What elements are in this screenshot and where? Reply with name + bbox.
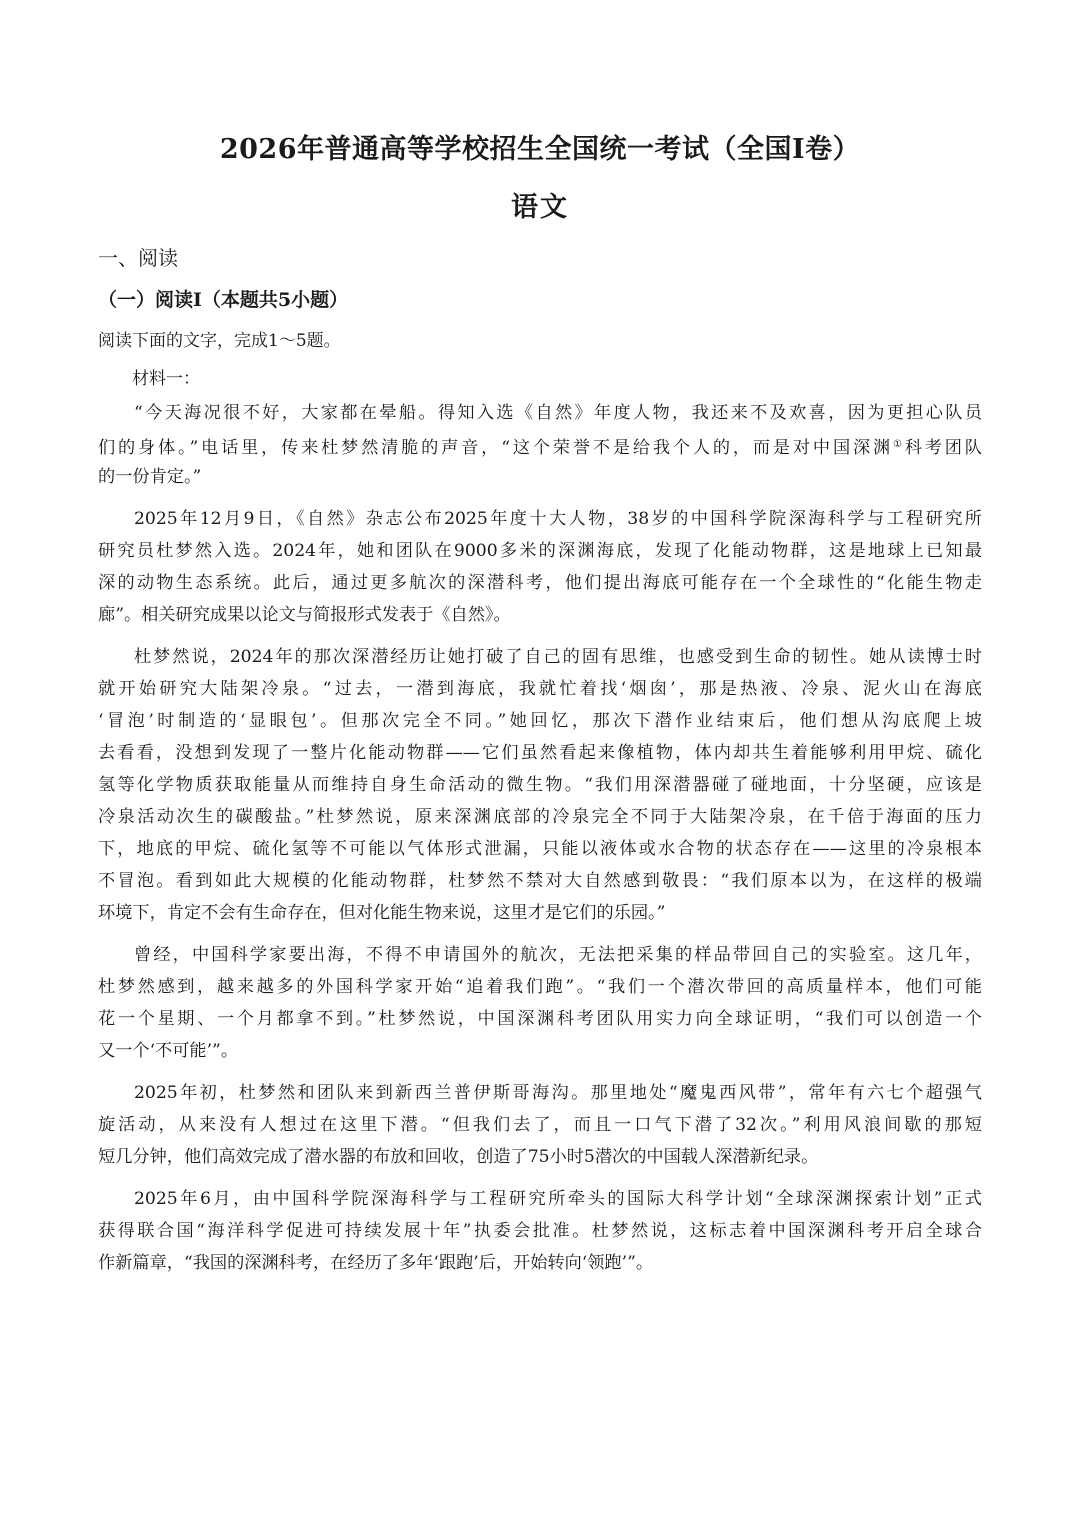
text-line: 不冒泡。看到如此大规模的化能动物群，杜梦然不禁对大自然感到敬畏：“我们原本以为，在这样的极端 — [98, 871, 982, 891]
text-line: 获得联合国“海洋科学促进可持续发展十年”执委会批准。杜梦然说，这标志着中国深渊科考开启全球合 — [98, 1221, 982, 1241]
text-line: 廊”。相关研究成果以论文与简报形式发表于《自然》。 — [98, 605, 511, 625]
paragraph-6 — [98, 1183, 982, 1279]
paragraph-1 — [98, 397, 982, 493]
text-line: 曾经，中国科学家要出海，不得不申请国外的航次，无法把采集的样品带回自己的实验室。这几年， — [134, 945, 982, 965]
text-line: 下，地底的甲烷、硫化氢等不可能以气体形式泄漏，只能以液体或水合物的状态存在——这里的冷泉根本 — [98, 839, 982, 859]
footnote-marker: ① — [892, 439, 905, 450]
text-line: ‘冒泡’时制造的‘显眼包’。但那次完全不同。”她回忆，那次下潜作业结束后，他们想从沟底爬上坡 — [98, 711, 982, 731]
text-segment: 科考团队 — [904, 438, 982, 458]
text-line: 作新篇章，“我国的深渊科考，在经历了多年‘跟跑’后，开始转向‘领跑’”。 — [98, 1253, 654, 1273]
text-line: 氢等化学物质获取能量从而维持自身生命活动的微生物。“我们用深潜器碰了碰地面，十分坚硬，应该是 — [98, 775, 982, 795]
text-line: 环境下，肯定不会有生命存在，但对化能生物来说，这里才是它们的乐园。” — [98, 903, 666, 923]
section-heading: 一、阅读 — [98, 246, 178, 270]
paragraph-4 — [98, 939, 982, 1067]
text-line: 深的动物生态系统。此后，通过更多航次的深潜科考，他们提出海底可能存在一个全球性的“化能生物走 — [98, 573, 982, 593]
text-line: 研究员杜梦然入选。2024年，她和团队在9000多米的深渊海底，发现了化能动物群，这是地球上已知最 — [98, 541, 982, 561]
text-line: 杜梦然说，2024年的那次深潜经历让她打破了自己的固有思维，也感受到生命的韧性。她从读博士时 — [134, 647, 982, 667]
text-segment: 们的身体。”电话里，传来杜梦然清脆的声音，“这个荣誉不是给我个人的，而是对中国深渊 — [98, 438, 893, 458]
text-line: 2025年初，杜梦然和团队来到新西兰普伊斯哥海沟。那里地处“魔鬼西风带”，常年有六七个超强气 — [134, 1083, 982, 1103]
text-line: 去看看，没想到发现了一整片化能动物群——它们虽然看起来像植物，体内却共生着能够利用甲烷、硫化 — [98, 743, 982, 763]
text-line: 花一个星期、一个月都拿不到。”杜梦然说，中国深渊科考团队用实力向全球证明，“我们可以创造一个 — [98, 1009, 982, 1029]
reading-instruction: 阅读下面的文字，完成1～5题。 — [98, 331, 341, 351]
text-line: 冷泉活动次生的碳酸盐。”杜梦然说，原来深渊底部的冷泉完全不同于大陆架冷泉，在千倍于海面的压力 — [98, 807, 982, 827]
material-label: 材料一： — [132, 369, 200, 389]
text-line: 2025年6月，由中国科学院深海科学与工程研究所牵头的国际大科学计划“全球深渊探索计划”正式 — [134, 1189, 982, 1209]
text-line: 旋活动，从来没有人想过在这里下潜。“但我们去了，而且一口气下潜了32次。”利用风浪间歇的那短 — [98, 1115, 982, 1135]
text-line: 又一个‘不可能’”。 — [98, 1041, 239, 1061]
text-line: 就开始研究大陆架冷泉。“过去，一潜到海底，我就忙着找‘烟囱’，那是热液、冷泉、泥火山在海底 — [98, 679, 982, 699]
exam-title: 2026年普通高等学校招生全国统一考试（全国I卷） — [219, 134, 861, 165]
text-line: 短几分钟，他们高效完成了潜水器的布放和回收，创造了75小时5潜次的中国载人深潜新纪录。 — [98, 1147, 819, 1167]
text-line: “今天海况很不好，大家都在晕船。得知入选《自然》年度人物，我还来不及欢喜，因为更担心队员 — [134, 403, 982, 423]
text-line: 2025年12月9日，《自然》杂志公布2025年度十大人物，38岁的中国科学院深海科学与工程研究所 — [134, 509, 982, 529]
text-line — [98, 429, 982, 461]
paragraph-2 — [98, 503, 982, 631]
paragraph-5 — [98, 1077, 982, 1173]
subject-title: 语文 — [511, 192, 569, 223]
text-line: 的一份肯定。” — [98, 467, 202, 487]
paragraph-3 — [98, 641, 982, 929]
reading-passage — [98, 397, 982, 1279]
text-line: 杜梦然感到，越来越多的外国科学家开始“追着我们跑”。“我们一个潜次带回的高质量样本，他们可能 — [98, 977, 982, 997]
subsection-heading: （一）阅读I（本题共5小题） — [98, 289, 349, 311]
